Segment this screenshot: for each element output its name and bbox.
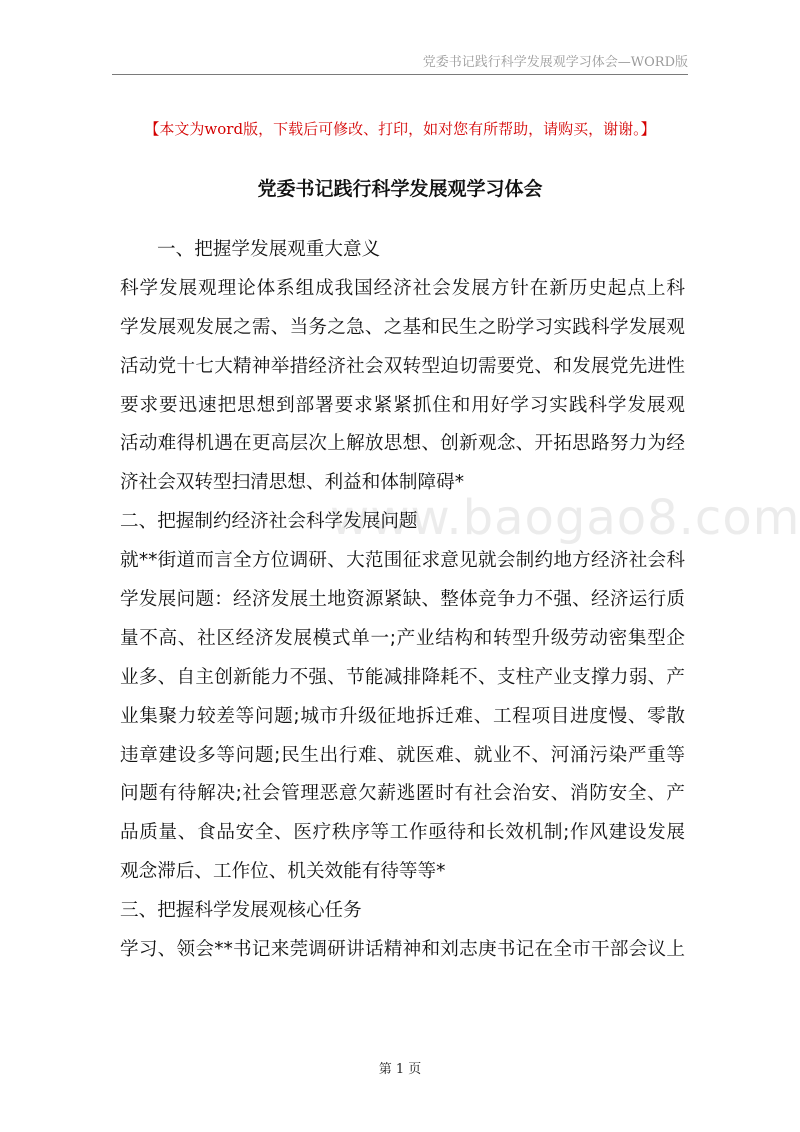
paragraph-line: 业集聚力较差等问题;城市升级征地拆迁难、工程项目进度慢、零散 <box>120 705 685 727</box>
section-heading: 二、把握制约经济社会科学发展问题 <box>120 511 418 533</box>
section-heading: 三、把握科学发展观核心任务 <box>120 900 362 922</box>
paragraph-line: 学习、领会**书记来莞调研讲话精神和刘志庚书记在全市干部会议上 <box>120 939 685 961</box>
paragraph-line: 量不高、社区经济发展模式单一;产业结构和转型升级劳动密集型企 <box>120 627 685 649</box>
page-number: 第 1 页 <box>378 1062 422 1077</box>
paragraph-line: 要求要迅速把思想到部署要求紧紧抓住和用好学习实践科学发展观 <box>120 394 685 416</box>
paragraph-line: 科学发展观理论体系组成我国经济社会发展方针在新历史起点上科 <box>120 277 685 299</box>
document-title: 党委书记践行科学发展观学习体会 <box>257 178 543 200</box>
page-header <box>112 52 688 75</box>
paragraph-line: 活动党十七大精神举措经济社会双转型迫切需要党、和发展党先进性 <box>120 355 685 377</box>
section-heading: 一、把握学发展观重大意义 <box>157 239 381 260</box>
paragraph-line: 观念滞后、工作位、机关效能有待等等* <box>120 861 446 883</box>
paragraph-line: 业多、自主创新能力不强、节能减排降耗不、支柱产业支撑力弱、产 <box>120 666 685 688</box>
paragraph-line: 学发展观发展之需、当务之急、之基和民生之盼学习实践科学发展观 <box>120 316 685 338</box>
paragraph-line: 济社会双转型扫清思想、利益和体制障碍* <box>120 472 464 494</box>
running-title: 党委书记践行科学发展观学习体会—WORD版 <box>422 55 688 70</box>
paragraph-line: 品质量、食品安全、医疗秩序等工作亟待和长效机制;作风建设发展 <box>120 822 685 844</box>
document-body <box>120 231 685 970</box>
paragraph-line: 学发展问题：经济发展土地资源紧缺、整体竞争力不强、经济运行质 <box>120 589 685 611</box>
paragraph-line: 问题有待解决;社会管理恶意欠薪逃匿时有社会治安、消防安全、产 <box>120 783 685 805</box>
paragraph-line: 活动难得机遇在更高层次上解放思想、创新观念、开拓思路努力为经 <box>120 433 685 455</box>
paragraph-line: 就**街道而言全方位调研、大范围征求意见就会制约地方经济社会科 <box>120 550 685 572</box>
paragraph-line: 违章建设多等问题;民生出行难、就医难、就业不、河涌污染严重等 <box>120 744 685 766</box>
download-notice: 【本文为word版，下载后可修改、打印，如对您有所帮助，请购买，谢谢。】 <box>144 120 656 138</box>
watermark: www.baogao8.com <box>330 490 800 546</box>
